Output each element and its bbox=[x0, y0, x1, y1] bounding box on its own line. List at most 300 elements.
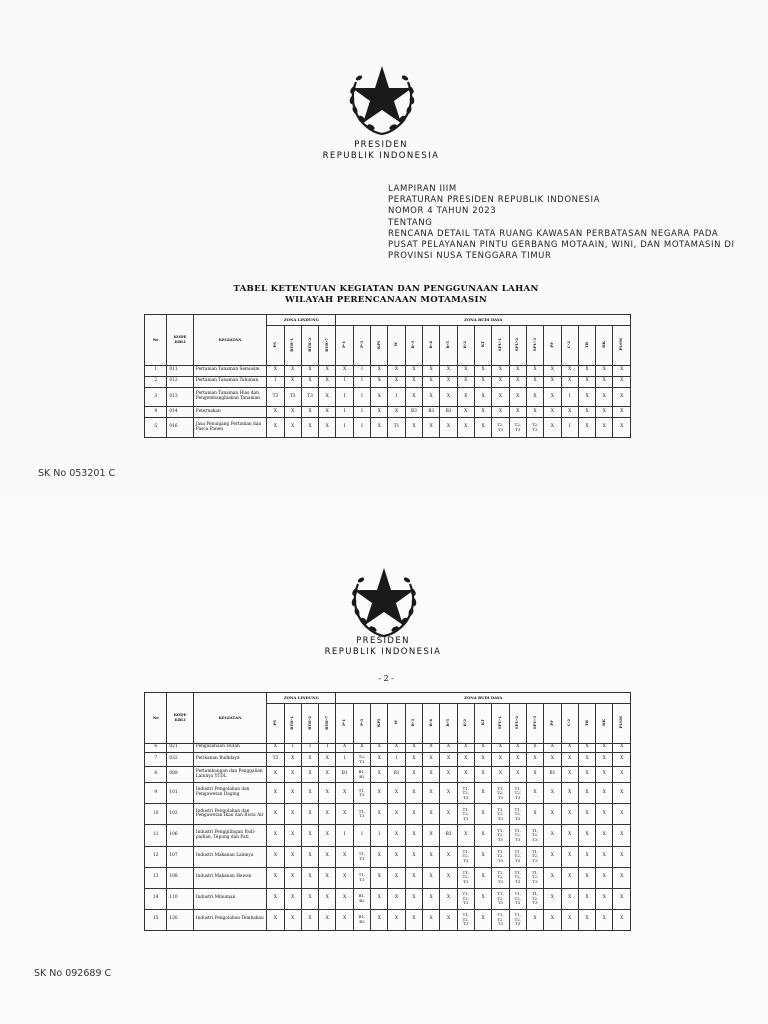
zone-cell: X bbox=[440, 867, 457, 888]
zone-cell: X bbox=[388, 783, 405, 804]
zone-cell: X bbox=[336, 867, 353, 888]
zone-cell: X bbox=[319, 418, 336, 438]
zone-cell: X bbox=[578, 846, 595, 867]
zone-cell: X bbox=[561, 846, 578, 867]
zone-cell: X bbox=[284, 909, 301, 930]
zone-cell: X bbox=[336, 888, 353, 909]
zone-cell: X bbox=[267, 888, 284, 909]
zone-header bbox=[336, 326, 353, 366]
zone-code: RTH-1 bbox=[289, 715, 295, 730]
zone-code: R-4 bbox=[427, 340, 433, 349]
zone-cell: X bbox=[613, 752, 631, 767]
zone-code: RTH-2 bbox=[306, 337, 312, 352]
zone-cell: X bbox=[474, 888, 491, 909]
sk-number: SK No 092689 C bbox=[34, 968, 112, 979]
row-no: 4 bbox=[145, 407, 167, 418]
zone-cell: X bbox=[388, 366, 405, 377]
zone-cell: X bbox=[526, 366, 543, 377]
zone-cell: X bbox=[336, 366, 353, 377]
row-kode: 012 bbox=[167, 376, 193, 387]
zone-cell: X bbox=[561, 825, 578, 846]
zone-cell: X bbox=[319, 804, 336, 825]
zone-cell: X bbox=[336, 909, 353, 930]
lampiran-line: PROVINSI NUSA TENGGARA TIMUR bbox=[388, 251, 552, 262]
zone-code: K-2 bbox=[462, 340, 468, 349]
zone-cell: X bbox=[319, 846, 336, 867]
zone-cell: X bbox=[284, 804, 301, 825]
zone-cell: X bbox=[423, 376, 440, 387]
zone-cell: X bbox=[613, 366, 631, 377]
zone-cell: X bbox=[405, 909, 422, 930]
zone-cell: T1, T2, T3 bbox=[457, 867, 474, 888]
row-kegiatan: Jasa Penunjang Pertanian dan Pasca Panen bbox=[193, 418, 266, 438]
sender-block bbox=[293, 636, 473, 658]
table-row bbox=[145, 744, 631, 753]
zone-cell: X bbox=[301, 888, 318, 909]
zone-cell: X bbox=[284, 783, 301, 804]
zone-cell: X bbox=[284, 752, 301, 767]
row-kegiatan: Industri Makanan Lainnya bbox=[193, 846, 266, 867]
header-kegiatan: KEGIATAN bbox=[193, 693, 266, 744]
zone-cell: X bbox=[561, 366, 578, 377]
zone-cell: X bbox=[561, 767, 578, 783]
row-no: 8 bbox=[145, 767, 167, 783]
zone-header bbox=[319, 326, 336, 366]
lampiran-line: PUSAT PELAYANAN PINTU GERBANG MOTAAIN, WINI, DAN MOTAMASIN DI bbox=[388, 240, 735, 251]
zone-cell: X bbox=[423, 825, 440, 846]
zone-cell: X bbox=[371, 744, 388, 753]
zone-cell: T1, T2, T3 bbox=[457, 909, 474, 930]
zone-cell: X bbox=[267, 407, 284, 418]
zone-header bbox=[423, 326, 440, 366]
zone-cell: X bbox=[371, 752, 388, 767]
zone-code: PF bbox=[548, 719, 554, 726]
zone-cell: X bbox=[492, 407, 509, 418]
zone-cell: X bbox=[267, 366, 284, 377]
zone-header bbox=[544, 326, 561, 366]
row-no: 10 bbox=[145, 804, 167, 825]
activity-table-1 bbox=[144, 314, 631, 438]
zone-cell: I bbox=[353, 407, 370, 418]
row-no: 5 bbox=[145, 418, 167, 438]
zone-cell: I bbox=[353, 418, 370, 438]
header-no: No bbox=[145, 693, 167, 744]
zone-cell: X bbox=[457, 407, 474, 418]
zone-cell: I bbox=[301, 744, 318, 753]
zone-code: SPU-3 bbox=[531, 716, 537, 730]
row-no: 7 bbox=[145, 752, 167, 767]
zone-cell: X bbox=[578, 376, 595, 387]
zone-header bbox=[561, 704, 578, 744]
zone-cell: B3 bbox=[440, 825, 457, 846]
zone-cell: X bbox=[405, 366, 422, 377]
table-row bbox=[145, 867, 631, 888]
zone-cell: X bbox=[423, 418, 440, 438]
zone-header bbox=[388, 326, 405, 366]
zone-cell: X bbox=[319, 867, 336, 888]
zone-cell: T1, T2, T3 bbox=[457, 783, 474, 804]
row-kegiatan: Pengusahaan Hutan bbox=[193, 744, 266, 753]
zone-cell: X bbox=[336, 804, 353, 825]
zone-cell: X bbox=[301, 783, 318, 804]
lampiran-line: LAMPIRAN IIIM bbox=[388, 184, 457, 194]
zone-cell: X bbox=[371, 888, 388, 909]
zone-cell: T1, T3 bbox=[353, 846, 370, 867]
zone-cell: X bbox=[319, 387, 336, 407]
zone-cell: T1, T2, T3 bbox=[526, 867, 543, 888]
zone-code: SPU-2 bbox=[514, 716, 520, 730]
zone-cell: X bbox=[596, 767, 613, 783]
zone-cell: X bbox=[578, 909, 595, 930]
zone-header bbox=[509, 326, 526, 366]
zone-cell: T1, T3 bbox=[353, 867, 370, 888]
zone-cell: T1, T2, T3 bbox=[509, 867, 526, 888]
zone-cell: X bbox=[457, 744, 474, 753]
zone-header bbox=[457, 704, 474, 744]
zone-cell: B3 bbox=[440, 407, 457, 418]
zone-cell: X bbox=[371, 783, 388, 804]
zone-cell: X bbox=[526, 407, 543, 418]
zone-cell: X bbox=[509, 387, 526, 407]
zone-code: SPU-3 bbox=[531, 338, 537, 352]
zone-cell: X bbox=[301, 825, 318, 846]
zone-cell: X bbox=[371, 407, 388, 418]
zone-header bbox=[526, 326, 543, 366]
row-no: 9 bbox=[145, 783, 167, 804]
zone-cell: B3 bbox=[405, 407, 422, 418]
zone-cell: X bbox=[526, 387, 543, 407]
table-row bbox=[145, 846, 631, 867]
zone-cell: X bbox=[284, 366, 301, 377]
zone-cell: I bbox=[561, 387, 578, 407]
zone-cell: X bbox=[596, 804, 613, 825]
zone-code: KPI bbox=[375, 718, 381, 727]
zone-code: P-1 bbox=[341, 341, 347, 348]
zone-cell: X bbox=[388, 825, 405, 846]
zone-cell: T2, T3 bbox=[353, 752, 370, 767]
zone-cell: B1 bbox=[544, 767, 561, 783]
zone-code: PLSM bbox=[618, 716, 624, 729]
zone-cell: B1 bbox=[336, 767, 353, 783]
zone-cell: X bbox=[388, 804, 405, 825]
zone-header bbox=[457, 326, 474, 366]
zone-code: KT bbox=[479, 341, 485, 348]
row-kode: 107 bbox=[167, 846, 193, 867]
zone-cell: X bbox=[301, 846, 318, 867]
row-kode: 014 bbox=[167, 407, 193, 418]
zone-header bbox=[596, 326, 613, 366]
zone-cell: X bbox=[544, 867, 561, 888]
zone-code: HK bbox=[600, 719, 606, 726]
zone-cell: X bbox=[578, 407, 595, 418]
zone-cell: X bbox=[440, 909, 457, 930]
zone-cell: X bbox=[440, 783, 457, 804]
zone-cell: T3 bbox=[301, 387, 318, 407]
zone-cell: T1, T2, T3 bbox=[526, 825, 543, 846]
lampiran-line: PERATURAN PRESIDEN REPUBLIK INDONESIA bbox=[388, 195, 601, 206]
lampiran-block bbox=[388, 184, 738, 262]
zone-cell: X bbox=[301, 366, 318, 377]
zone-cell: I bbox=[388, 387, 405, 407]
zone-cell: X bbox=[440, 888, 457, 909]
zone-code: R-5 bbox=[445, 340, 451, 349]
zone-code: KT bbox=[479, 719, 485, 726]
zone-cell: I bbox=[353, 376, 370, 387]
zone-cell: X bbox=[405, 767, 422, 783]
zone-cell: X bbox=[526, 376, 543, 387]
zone-code: R-3 bbox=[410, 340, 416, 349]
zone-cell: X bbox=[474, 376, 491, 387]
zone-cell: T2, T3 bbox=[509, 418, 526, 438]
zone-cell: T1, T2, T3 bbox=[509, 888, 526, 909]
zone-cell: X bbox=[388, 744, 405, 753]
zone-cell: I bbox=[561, 418, 578, 438]
zone-cell: X bbox=[561, 888, 578, 909]
zone-header bbox=[613, 326, 631, 366]
row-kegiatan: Peternakan bbox=[193, 407, 266, 418]
page-number: - 2 - bbox=[378, 674, 394, 683]
row-kegiatan: Industri Pengolahan Tembakau bbox=[193, 909, 266, 930]
zone-cell: X bbox=[267, 867, 284, 888]
row-kegiatan: Industri Makanan Hewan bbox=[193, 867, 266, 888]
row-no: 14 bbox=[145, 888, 167, 909]
zone-cell: I bbox=[336, 418, 353, 438]
zone-cell: B1 bbox=[388, 767, 405, 783]
zone-cell: I bbox=[336, 407, 353, 418]
zone-cell: X bbox=[474, 744, 491, 753]
zone-cell: X bbox=[371, 366, 388, 377]
zone-cell: X bbox=[423, 867, 440, 888]
zone-cell: X bbox=[526, 767, 543, 783]
header-zona-lindung: ZONA LINDUNG bbox=[267, 693, 336, 704]
row-kode: 011 bbox=[167, 366, 193, 377]
zone-cell: X bbox=[596, 407, 613, 418]
zone-cell: X bbox=[388, 376, 405, 387]
zone-cell: X bbox=[336, 744, 353, 753]
zone-cell: X bbox=[301, 804, 318, 825]
zone-code: SPU-2 bbox=[514, 338, 520, 352]
zone-cell: X bbox=[457, 387, 474, 407]
zone-cell: I bbox=[284, 744, 301, 753]
zone-cell: X bbox=[578, 387, 595, 407]
zone-cell: X bbox=[578, 867, 595, 888]
table-row bbox=[145, 825, 631, 846]
zone-code: PS bbox=[271, 719, 277, 726]
zone-cell: X bbox=[596, 387, 613, 407]
zone-cell: X bbox=[405, 888, 422, 909]
zone-cell: X bbox=[474, 846, 491, 867]
zone-cell: X bbox=[474, 752, 491, 767]
zone-cell: I bbox=[267, 376, 284, 387]
zone-cell: X bbox=[544, 752, 561, 767]
zone-cell: X bbox=[267, 825, 284, 846]
zone-header bbox=[578, 326, 595, 366]
zone-cell: X bbox=[474, 407, 491, 418]
zone-cell: X bbox=[284, 867, 301, 888]
zone-cell: X bbox=[284, 846, 301, 867]
zone-cell: T1, T2, T3 bbox=[509, 846, 526, 867]
zone-cell: X bbox=[371, 387, 388, 407]
zone-cell: X bbox=[440, 846, 457, 867]
zone-cell: X bbox=[267, 909, 284, 930]
zone-code: C-2 bbox=[566, 718, 572, 727]
zone-cell: T1, T2, T3 bbox=[509, 825, 526, 846]
zone-code: R-3 bbox=[410, 718, 416, 727]
zone-cell: X bbox=[509, 366, 526, 377]
lampiran-line: TENTANG bbox=[388, 217, 433, 228]
zone-cell: X bbox=[319, 888, 336, 909]
table-row bbox=[145, 407, 631, 418]
zone-code: P-3 bbox=[358, 341, 364, 348]
zone-cell: X bbox=[596, 909, 613, 930]
zone-cell: X bbox=[578, 752, 595, 767]
zone-cell: X bbox=[561, 744, 578, 753]
zone-cell: X bbox=[509, 376, 526, 387]
header-zona-lindung: ZONA LINDUNG bbox=[267, 315, 336, 326]
zone-cell: X bbox=[267, 804, 284, 825]
zone-cell: X bbox=[405, 846, 422, 867]
zone-cell: X bbox=[423, 387, 440, 407]
zone-header bbox=[405, 704, 422, 744]
zone-cell: X bbox=[457, 767, 474, 783]
zone-header bbox=[613, 704, 631, 744]
zone-cell: X bbox=[371, 804, 388, 825]
zone-cell: X bbox=[474, 804, 491, 825]
row-kode: 013 bbox=[167, 387, 193, 407]
zone-cell: X bbox=[319, 767, 336, 783]
header-kegiatan: KEGIATAN bbox=[193, 315, 266, 366]
zone-cell: X bbox=[388, 867, 405, 888]
zone-cell: X bbox=[371, 376, 388, 387]
zone-cell: T1, T2, T3 bbox=[492, 867, 509, 888]
row-kode: 021 bbox=[167, 744, 193, 753]
row-kode: 102 bbox=[167, 804, 193, 825]
row-no: 13 bbox=[145, 867, 167, 888]
zone-cell: T3 bbox=[267, 387, 284, 407]
zone-cell: X bbox=[544, 783, 561, 804]
zone-cell: X bbox=[474, 767, 491, 783]
zone-code: TR bbox=[583, 341, 589, 348]
zone-header bbox=[440, 704, 457, 744]
zone-cell: X bbox=[423, 804, 440, 825]
zone-header bbox=[319, 704, 336, 744]
zone-code: P-1 bbox=[341, 719, 347, 726]
zone-cell: X bbox=[319, 825, 336, 846]
zone-header bbox=[267, 326, 284, 366]
zone-cell: X bbox=[405, 825, 422, 846]
zone-cell: X bbox=[440, 804, 457, 825]
zone-cell: X bbox=[596, 744, 613, 753]
zone-code: W bbox=[393, 720, 399, 725]
zone-cell: T2, T3 bbox=[526, 418, 543, 438]
zone-header bbox=[371, 704, 388, 744]
zone-cell: X bbox=[492, 376, 509, 387]
document-page-2 bbox=[0, 500, 768, 1024]
zone-cell: X bbox=[613, 909, 631, 930]
zone-cell: T1, T2, T3 bbox=[492, 888, 509, 909]
row-no: 15 bbox=[145, 909, 167, 930]
zone-cell: T3 bbox=[284, 387, 301, 407]
zone-cell: X bbox=[319, 783, 336, 804]
zone-cell: B1, B2 bbox=[353, 909, 370, 930]
zone-cell: X bbox=[474, 418, 491, 438]
zone-cell: X bbox=[492, 366, 509, 377]
zone-cell: X bbox=[561, 407, 578, 418]
zone-cell: X bbox=[474, 825, 491, 846]
zone-cell: T1, T2, T3 bbox=[457, 804, 474, 825]
zone-header bbox=[405, 326, 422, 366]
zone-cell: X bbox=[474, 387, 491, 407]
row-kegiatan: Industri Minuman bbox=[193, 888, 266, 909]
zone-header bbox=[492, 326, 509, 366]
zone-cell: X bbox=[457, 825, 474, 846]
zone-cell: X bbox=[526, 783, 543, 804]
zone-code: HK bbox=[600, 341, 606, 348]
row-no: 11 bbox=[145, 825, 167, 846]
zone-cell: X bbox=[423, 783, 440, 804]
zone-cell: X bbox=[492, 387, 509, 407]
sender-line1: PRESIDEN bbox=[354, 140, 408, 150]
zone-header bbox=[336, 704, 353, 744]
zone-cell: X bbox=[544, 387, 561, 407]
zone-cell: X bbox=[284, 418, 301, 438]
zone-cell: X bbox=[596, 376, 613, 387]
zone-cell: T2, T3 bbox=[492, 418, 509, 438]
row-no: 6 bbox=[145, 744, 167, 753]
zone-code: RTH-7 bbox=[323, 715, 329, 730]
zone-cell: X bbox=[423, 767, 440, 783]
zone-cell: X bbox=[613, 888, 631, 909]
zone-cell: X bbox=[509, 767, 526, 783]
zone-cell: B1, B2 bbox=[353, 888, 370, 909]
zone-cell: T1, T3 bbox=[353, 804, 370, 825]
zone-cell: X bbox=[561, 804, 578, 825]
zone-cell: X bbox=[578, 825, 595, 846]
zone-cell: X bbox=[578, 804, 595, 825]
row-no: 12 bbox=[145, 846, 167, 867]
zone-cell: X bbox=[284, 825, 301, 846]
header-zona-budidaya: ZONA BUDI DAYA bbox=[336, 315, 631, 326]
zone-header bbox=[474, 326, 491, 366]
zone-cell: X bbox=[440, 418, 457, 438]
zone-cell: X bbox=[301, 376, 318, 387]
zone-header bbox=[423, 704, 440, 744]
zone-cell: X bbox=[526, 804, 543, 825]
zone-header bbox=[301, 704, 318, 744]
zone-cell: X bbox=[301, 752, 318, 767]
header-no: No bbox=[145, 315, 167, 366]
zone-cell: I bbox=[388, 752, 405, 767]
table-title-line2: WILAYAH PERENCANAAN MOTAMASIN bbox=[285, 295, 487, 305]
zone-cell: X bbox=[405, 804, 422, 825]
zone-cell: X bbox=[544, 744, 561, 753]
zone-header bbox=[353, 326, 370, 366]
zone-header bbox=[526, 704, 543, 744]
row-kode: 101 bbox=[167, 783, 193, 804]
zone-code: PF bbox=[548, 341, 554, 348]
zone-cell: X bbox=[492, 752, 509, 767]
zone-cell: X bbox=[613, 744, 631, 753]
zone-code: RTH-1 bbox=[289, 337, 295, 352]
zone-cell: X bbox=[544, 846, 561, 867]
zone-cell: X bbox=[596, 418, 613, 438]
header-zona-budidaya: ZONA BUDI DAYA bbox=[336, 693, 631, 704]
zone-cell: X bbox=[440, 376, 457, 387]
zone-cell: X bbox=[301, 407, 318, 418]
zone-header bbox=[544, 704, 561, 744]
zone-code: P-3 bbox=[358, 719, 364, 726]
zone-header bbox=[596, 704, 613, 744]
